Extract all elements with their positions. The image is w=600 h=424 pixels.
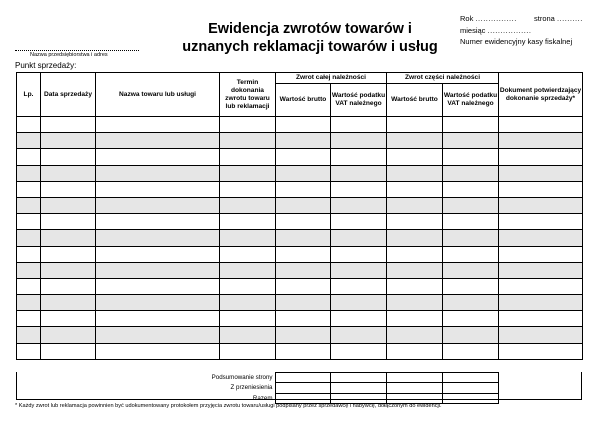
table-row [17,214,583,230]
footnote: * Każdy zwrot lub reklamacja powinnien być udokumentowany protokołem przyjęcia zwrotu towaru/usługi podpisany przez sprzedawcę i nabywcę, dołączonym do ewidencji. [15,403,442,409]
summary-spacer [498,383,582,393]
document-cell[interactable] [499,181,583,197]
header-partial-gross: Wartość brutto [387,84,443,117]
sale-date-cell[interactable] [41,133,96,149]
header-full-vat: Wartość podatku VAT należnego [331,84,387,117]
full-vat-cell[interactable] [331,327,387,343]
page-dots: .......... [556,14,583,23]
form-title [150,20,470,56]
partial-gross-cell[interactable] [387,117,443,133]
document-cell[interactable] [499,311,583,327]
month-label: miesiąc [460,26,486,35]
lp-cell[interactable] [17,149,41,165]
company-address-line[interactable] [15,50,139,51]
item-name-cell[interactable] [96,214,220,230]
sale-date-cell[interactable] [41,327,96,343]
summary-row-page [16,373,582,383]
summary-cell[interactable] [442,373,498,383]
lp-cell[interactable] [17,343,41,359]
complaint-term-cell[interactable] [220,295,276,311]
full-gross-cell[interactable] [276,181,331,197]
partial-gross-cell[interactable] [387,327,443,343]
partial-gross-cell[interactable] [387,149,443,165]
page-label: strona [534,14,555,23]
header-lp: Lp. [17,73,41,117]
full-vat-cell[interactable] [331,197,387,213]
year-label: Rok [460,14,474,23]
complaint-term-cell[interactable] [220,343,276,359]
point-of-sale-label: Punkt sprzedaży: [15,61,77,70]
partial-vat-cell[interactable] [443,197,499,213]
partial-vat-cell[interactable] [443,214,499,230]
item-name-cell[interactable] [96,246,220,262]
item-name-cell[interactable] [96,230,220,246]
sale-date-cell[interactable] [41,311,96,327]
full-gross-cell[interactable] [276,197,331,213]
document-cell[interactable] [499,197,583,213]
partial-gross-cell[interactable] [387,278,443,294]
partial-vat-cell[interactable] [443,230,499,246]
complaint-term-cell[interactable] [220,149,276,165]
summary-cell[interactable] [442,383,498,393]
table-row [17,278,583,294]
summary-spacer [498,393,582,403]
summary-row-total [16,393,582,403]
year-dots: ................ [475,14,517,23]
document-cell[interactable] [499,327,583,343]
partial-vat-cell[interactable] [443,262,499,278]
full-vat-cell[interactable] [331,230,387,246]
summary-table [16,372,582,404]
summary-total-label: Razem [252,394,273,402]
partial-vat-cell[interactable] [443,149,499,165]
partial-vat-cell[interactable] [443,343,499,359]
table-row [17,343,583,359]
complaint-term-cell[interactable] [220,197,276,213]
complaint-term-cell[interactable] [220,262,276,278]
complaint-term-cell[interactable] [220,311,276,327]
full-vat-cell[interactable] [331,214,387,230]
summary-cell[interactable] [330,393,386,403]
table-row [17,117,583,133]
title-line-1: Ewidencja zwrotów towarów i [208,21,412,37]
cash-register-label: Numer ewidencyjny kasy fiskalnej [460,37,573,46]
full-gross-cell[interactable] [276,278,331,294]
complaint-term-cell[interactable] [220,214,276,230]
full-vat-cell[interactable] [331,246,387,262]
item-name-cell[interactable] [96,197,220,213]
summary-spacer [498,373,582,383]
month-field[interactable] [460,26,531,35]
sale-date-cell[interactable] [41,343,96,359]
document-cell[interactable] [499,246,583,262]
table-row [17,262,583,278]
item-name-cell[interactable] [96,327,220,343]
full-gross-cell[interactable] [276,230,331,246]
table-row [17,327,583,343]
table-row [17,149,583,165]
partial-vat-cell[interactable] [443,133,499,149]
complaint-term-cell[interactable] [220,133,276,149]
full-vat-cell[interactable] [331,262,387,278]
lp-cell[interactable] [17,311,41,327]
partial-gross-cell[interactable] [387,311,443,327]
full-gross-cell[interactable] [276,133,331,149]
partial-gross-cell[interactable] [387,343,443,359]
document-cell[interactable] [499,230,583,246]
partial-gross-cell[interactable] [387,246,443,262]
summary-cell[interactable] [275,383,330,393]
document-cell[interactable] [499,262,583,278]
lp-cell[interactable] [17,262,41,278]
full-vat-cell[interactable] [331,181,387,197]
table-row [17,246,583,262]
document-cell[interactable] [499,278,583,294]
full-gross-cell[interactable] [276,262,331,278]
header-complaint-term: Termin dokonania zwrotu towaru lub reklamacji [220,73,276,117]
item-name-cell[interactable] [96,117,220,133]
partial-gross-cell[interactable] [387,295,443,311]
table-row [17,181,583,197]
summary-carried-label: Z przeniesienia [230,384,273,392]
header-full-gross: Wartość brutto [276,84,331,117]
full-gross-cell[interactable] [276,165,331,181]
lp-cell[interactable] [17,197,41,213]
full-vat-cell[interactable] [331,311,387,327]
full-gross-cell[interactable] [276,246,331,262]
summary-page-label: Podsumowanie strony [211,374,273,382]
table-row [17,295,583,311]
sale-date-cell[interactable] [41,149,96,165]
sale-date-cell[interactable] [41,230,96,246]
company-address-label: Nazwa przedsiębiorstwa i adres [30,52,108,58]
document-cell[interactable] [499,343,583,359]
header-sale-date: Data sprzedaży [41,73,96,117]
item-name-cell[interactable] [96,181,220,197]
document-cell[interactable] [499,214,583,230]
partial-gross-cell[interactable] [387,181,443,197]
lp-cell[interactable] [17,278,41,294]
full-vat-cell[interactable] [331,133,387,149]
table-row [17,165,583,181]
partial-gross-cell[interactable] [387,165,443,181]
item-name-cell[interactable] [96,262,220,278]
table-row [17,133,583,149]
full-gross-cell[interactable] [276,149,331,165]
sale-date-cell[interactable] [41,262,96,278]
table-row [17,230,583,246]
item-name-cell[interactable] [96,165,220,181]
full-vat-cell[interactable] [331,343,387,359]
sale-date-cell[interactable] [41,165,96,181]
summary-cell[interactable] [275,373,330,383]
partial-gross-cell[interactable] [387,214,443,230]
header-item-name: Nazwa towaru lub usługi [96,73,220,117]
header-full-return-group: Zwrot całej należności [276,73,387,84]
summary-cell[interactable] [386,393,442,403]
returns-table [16,72,583,360]
partial-vat-cell[interactable] [443,311,499,327]
lp-cell[interactable] [17,327,41,343]
partial-gross-cell[interactable] [387,262,443,278]
sale-date-cell[interactable] [41,246,96,262]
partial-gross-cell[interactable] [387,133,443,149]
summary-cell[interactable] [330,373,386,383]
complaint-term-cell[interactable] [220,278,276,294]
header-partial-vat: Wartość podatku VAT należnego [443,84,499,117]
partial-vat-cell[interactable] [443,295,499,311]
summary-cell[interactable] [275,393,330,403]
item-name-cell[interactable] [96,149,220,165]
document-cell[interactable] [499,149,583,165]
table-row [17,197,583,213]
sale-date-cell[interactable] [41,117,96,133]
summary-cell[interactable] [386,373,442,383]
complaint-term-cell[interactable] [220,117,276,133]
summary-cell[interactable] [330,383,386,393]
header-partial-return-group: Zwrot części należności [387,73,499,84]
sale-date-cell[interactable] [41,214,96,230]
document-cell[interactable] [499,133,583,149]
partial-gross-cell[interactable] [387,230,443,246]
document-cell[interactable] [499,295,583,311]
item-name-cell[interactable] [96,133,220,149]
full-vat-cell[interactable] [331,149,387,165]
full-gross-cell[interactable] [276,327,331,343]
month-dots: ................. [487,26,532,35]
year-field[interactable] [460,14,517,23]
lp-cell[interactable] [17,181,41,197]
summary-row-carried [16,383,582,393]
lp-cell[interactable] [17,117,41,133]
partial-vat-cell[interactable] [443,165,499,181]
partial-vat-cell[interactable] [443,117,499,133]
item-name-cell[interactable] [96,278,220,294]
table-body [17,117,583,360]
sale-date-cell[interactable] [41,197,96,213]
lp-cell[interactable] [17,246,41,262]
summary-cell[interactable] [442,393,498,403]
title-line-2: uznanych reklamacji towarów i usług [182,39,438,55]
document-cell[interactable] [499,165,583,181]
sale-date-cell[interactable] [41,278,96,294]
complaint-term-cell[interactable] [220,230,276,246]
header-document: Dokument potwierdzający dokonanie sprzedaży* [499,73,583,117]
full-gross-cell[interactable] [276,117,331,133]
full-gross-cell[interactable] [276,214,331,230]
document-cell[interactable] [499,117,583,133]
complaint-term-cell[interactable] [220,327,276,343]
partial-vat-cell[interactable] [443,278,499,294]
sale-date-cell[interactable] [41,181,96,197]
summary-cell[interactable] [386,383,442,393]
table-row [17,311,583,327]
full-gross-cell[interactable] [276,343,331,359]
lp-cell[interactable] [17,295,41,311]
partial-gross-cell[interactable] [387,197,443,213]
full-vat-cell[interactable] [331,165,387,181]
full-gross-cell[interactable] [276,311,331,327]
item-name-cell[interactable] [96,295,220,311]
full-vat-cell[interactable] [331,295,387,311]
full-vat-cell[interactable] [331,278,387,294]
lp-cell[interactable] [17,133,41,149]
sale-date-cell[interactable] [41,295,96,311]
partial-vat-cell[interactable] [443,181,499,197]
page-field[interactable] [534,14,583,23]
item-name-cell[interactable] [96,343,220,359]
partial-vat-cell[interactable] [443,327,499,343]
complaint-term-cell[interactable] [220,181,276,197]
lp-cell[interactable] [17,165,41,181]
lp-cell[interactable] [17,230,41,246]
full-vat-cell[interactable] [331,117,387,133]
lp-cell[interactable] [17,214,41,230]
partial-vat-cell[interactable] [443,246,499,262]
complaint-term-cell[interactable] [220,165,276,181]
full-gross-cell[interactable] [276,295,331,311]
complaint-term-cell[interactable] [220,246,276,262]
item-name-cell[interactable] [96,311,220,327]
